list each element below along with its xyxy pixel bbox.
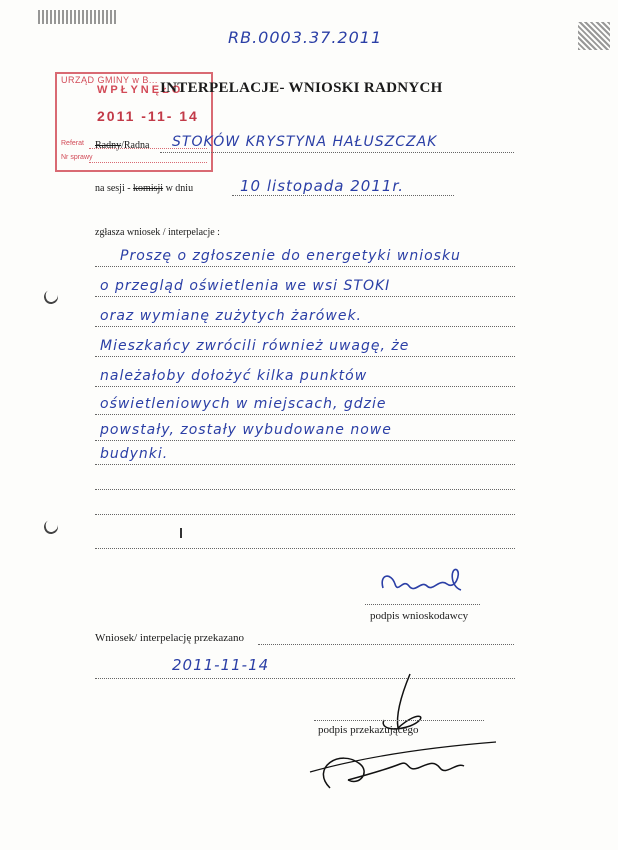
request-line: Mieszkańcy zwrócili również uwagę, że — [100, 338, 410, 354]
dotted-line — [258, 644, 514, 645]
request-line: o przegląd oświetlenia we wsi STOKI — [100, 278, 391, 294]
stamp-referat-label: Referat — [61, 140, 84, 147]
councillor-label-struck: Radny — [95, 140, 122, 151]
stamp-dotted-line — [89, 162, 207, 163]
dotted-line — [95, 326, 515, 327]
dotted-line — [160, 152, 514, 153]
dotted-line — [95, 296, 515, 297]
date-label: w dniu — [165, 183, 194, 194]
stray-mark — [180, 528, 182, 538]
applicant-signature — [365, 566, 475, 606]
dotted-line — [95, 464, 515, 465]
dotted-line — [95, 514, 515, 515]
dotted-line — [95, 386, 515, 387]
dotted-line — [95, 414, 515, 415]
transferer-signature-caption: podpis przekazującego — [318, 724, 419, 736]
scan-artifact — [578, 22, 610, 50]
transferred-label: Wniosek/ interpelację przekazano — [95, 632, 245, 644]
dotted-line — [95, 356, 515, 357]
commission-label-struck: komisji — [133, 183, 164, 194]
request-line: oświetleniowych w miejscach, gdzie — [100, 396, 387, 412]
councillor-label-active: /Radna — [121, 140, 150, 151]
request-line: Proszę o zgłoszenie do energetyki wniosku — [120, 248, 461, 264]
reference-number: RB.0003.37.2011 — [228, 28, 383, 47]
councillor-name: STOKÓW KRYSTYNA HAŁUSZCZAK — [172, 134, 438, 150]
stamp-office-name: URZĄD GMINY w B... — [61, 75, 158, 85]
page-title: INTERPELACJE- WNIOSKI RADNYCH — [160, 80, 443, 96]
councillor-label — [95, 140, 149, 151]
request-line: powstały, zostały wybudowane nowe — [100, 422, 392, 438]
transferred-date: 2011-11-14 — [172, 656, 270, 674]
applicant-signature-caption: podpis wnioskodawcy — [370, 610, 469, 622]
dotted-line — [232, 195, 454, 196]
dotted-line — [95, 489, 515, 490]
request-line: należałoby dołożyć kilka punktów — [100, 368, 368, 384]
dotted-line — [314, 720, 484, 721]
request-line: oraz wymianę zużytych żarówek. — [100, 308, 362, 324]
punch-hole-mark — [42, 518, 60, 536]
request-label: zgłasza wniosek / interpelacje : — [95, 227, 220, 238]
session-label — [95, 183, 193, 194]
dotted-line — [365, 604, 480, 605]
punch-hole-mark — [42, 288, 60, 306]
dotted-line — [95, 440, 515, 441]
session-date: 10 listopada 2011r. — [240, 177, 404, 195]
transferer-signature — [300, 668, 500, 808]
stamp-date: 2011 -11- 14 — [97, 108, 199, 124]
scan-artifact — [38, 10, 118, 24]
stamp-case-number-label: Nr sprawy — [61, 154, 93, 161]
stamp-received-label: WPŁYNĘŁO — [97, 84, 184, 96]
dotted-line — [95, 548, 515, 549]
dotted-line — [95, 266, 515, 267]
request-line: budynki. — [100, 446, 169, 462]
session-label-text: na sesji - — [95, 183, 131, 194]
